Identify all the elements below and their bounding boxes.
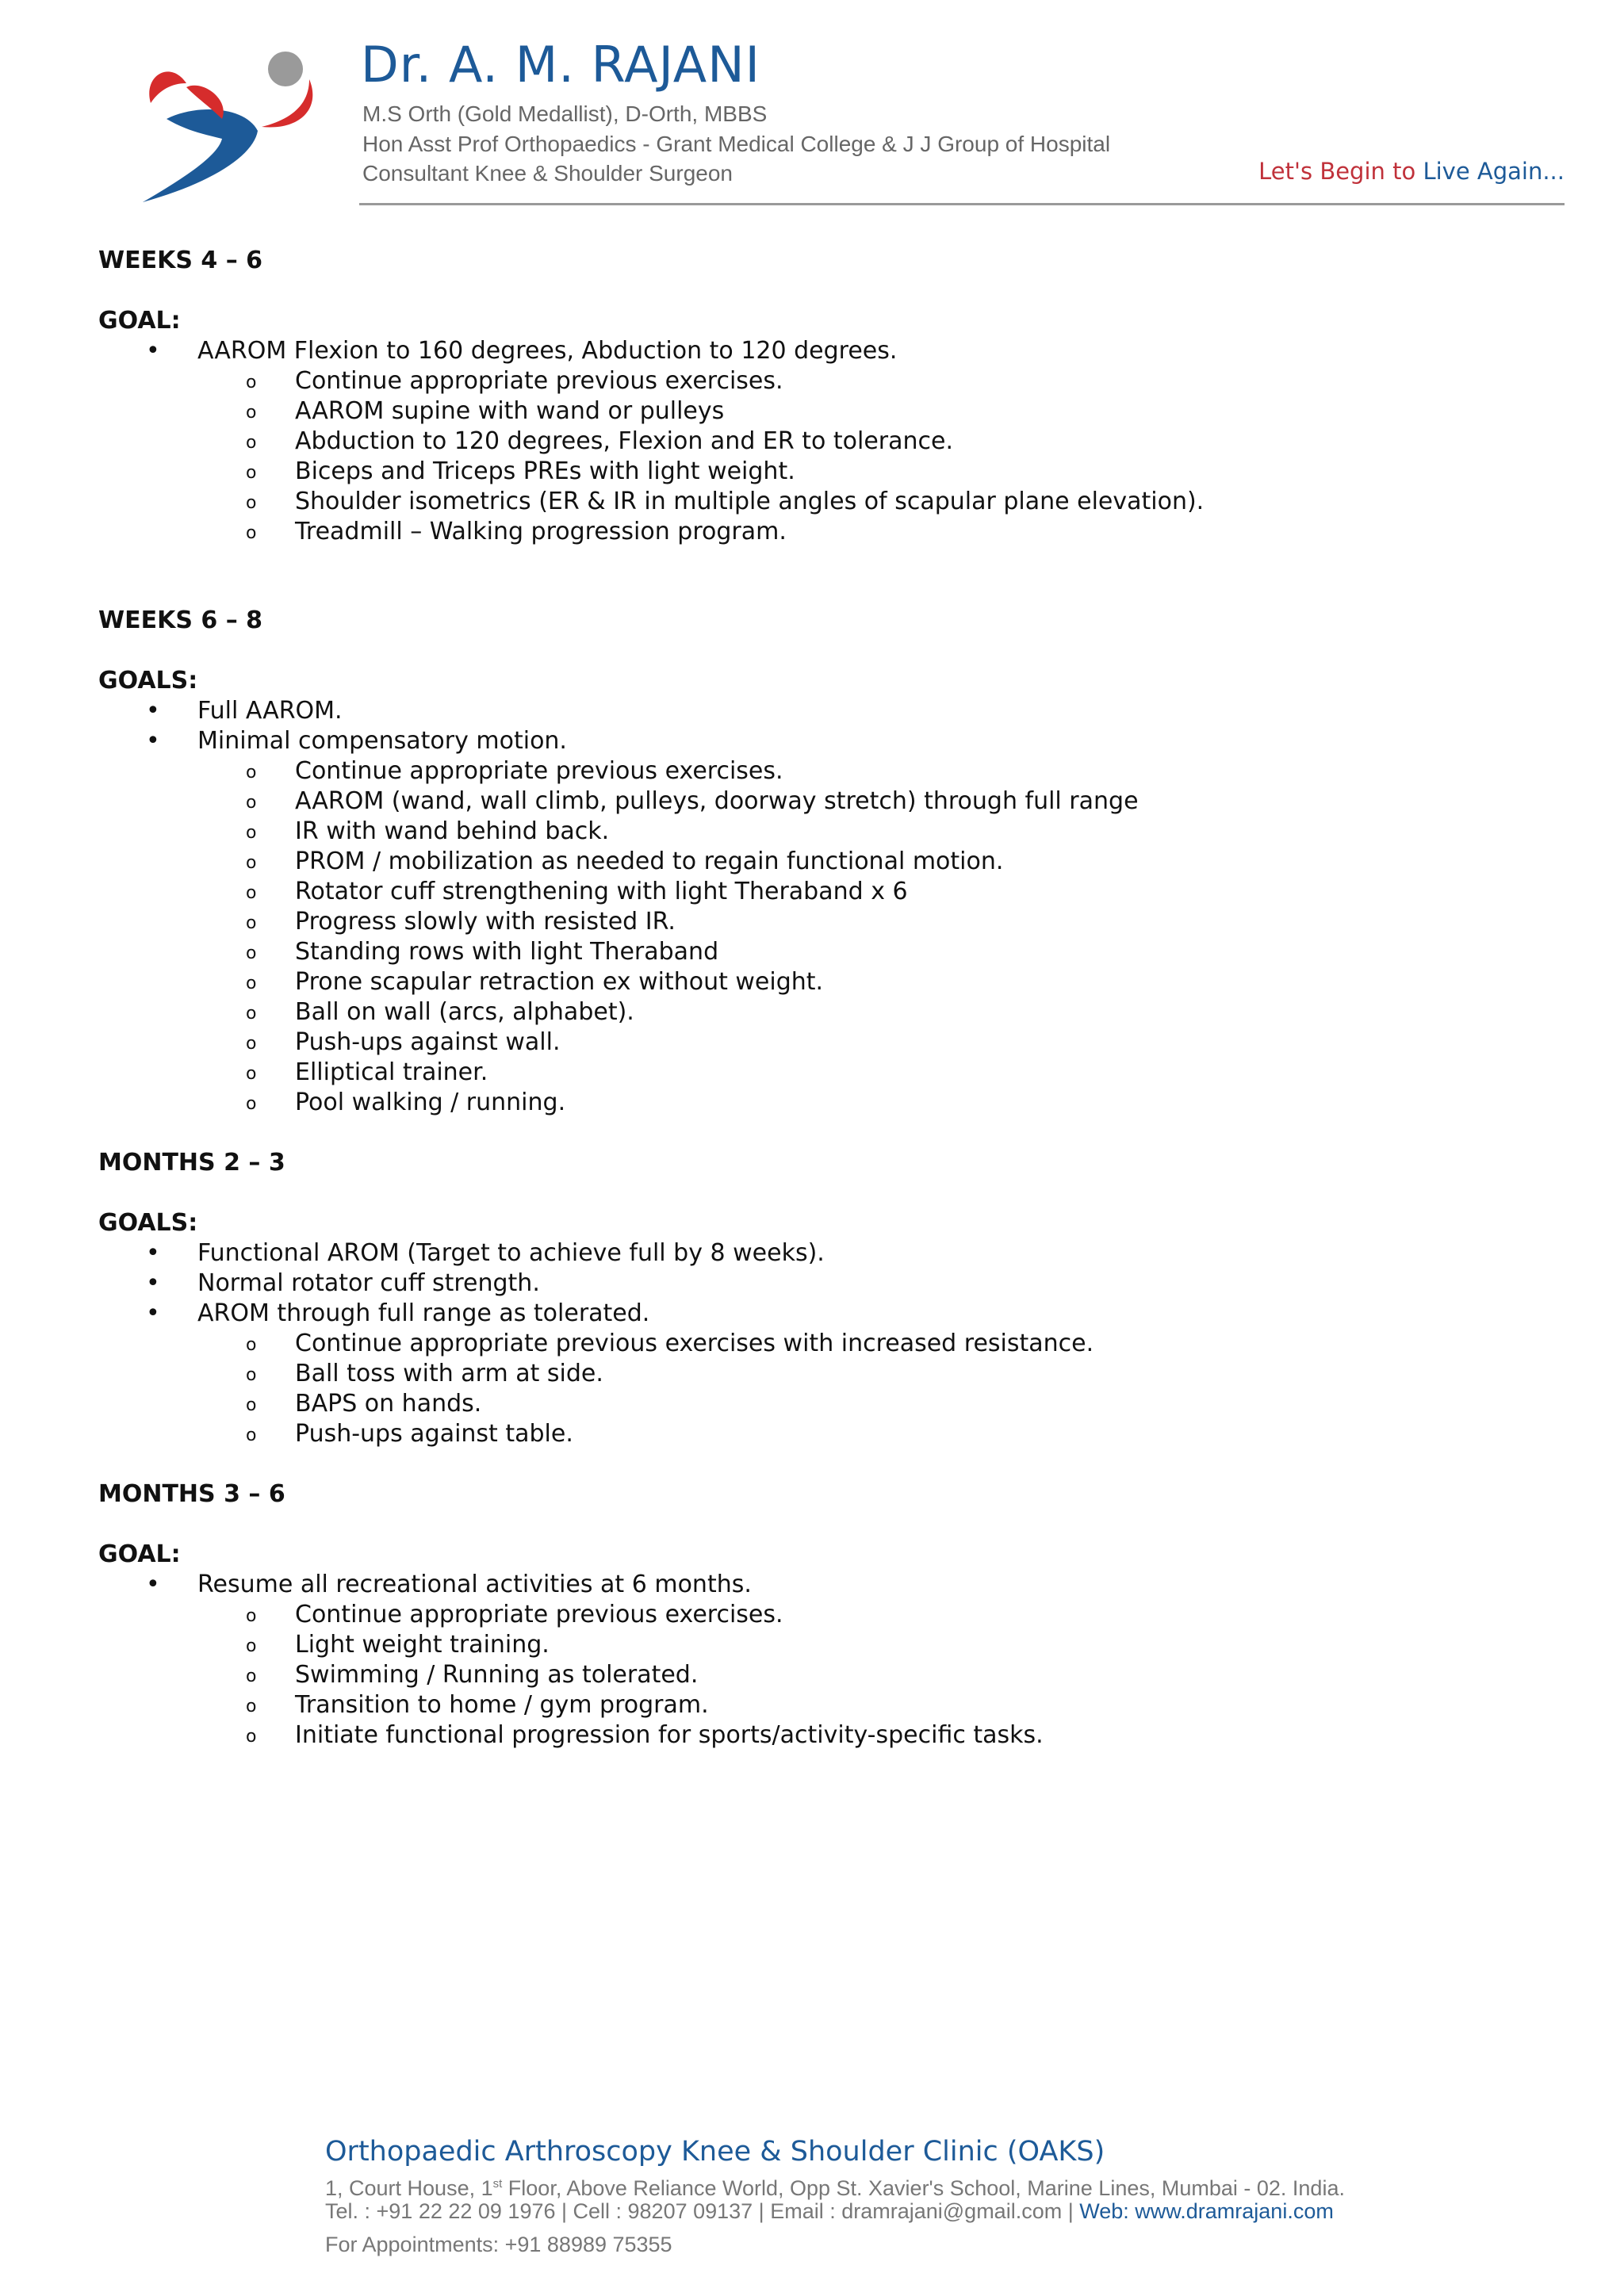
goal-list xyxy=(98,696,1526,756)
exercise-item: o Rotator cuff strengthening with light Theraband x 6 xyxy=(98,877,1526,907)
goal-label: GOALS: xyxy=(98,1209,198,1237)
header-divider xyxy=(359,203,1565,205)
website-link[interactable]: Web: www.dramrajani.com xyxy=(1079,2199,1334,2223)
clinic-address xyxy=(325,2171,1515,2198)
goal-item: • Full AAROM. xyxy=(98,696,1526,726)
exercise-item: o Transition to home / gym program. xyxy=(98,1690,1526,1720)
exercise-item: o Abduction to 120 degrees, Flexion and ER to tolerance. xyxy=(98,427,1526,457)
exercise-item: o Swimming / Running as tolerated. xyxy=(98,1660,1526,1690)
exercise-list xyxy=(98,1600,1526,1751)
doctor-name: Dr. A. M. RAJANI xyxy=(361,36,760,94)
section-title: MONTHS 3 – 6 xyxy=(98,1480,285,1508)
credential-specialty: Consultant Knee & Shoulder Surgeon xyxy=(362,161,733,186)
exercise-item: o Continue appropriate previous exercises with increased resistance. xyxy=(98,1329,1526,1359)
section-weeks-6-8 xyxy=(98,606,1526,1118)
section-title: WEEKS 4 – 6 xyxy=(98,247,263,274)
spacer xyxy=(98,1449,1526,1479)
goal-list xyxy=(98,1570,1526,1600)
exercise-item: o Ball toss with arm at side. xyxy=(98,1359,1526,1389)
section-months-3-6 xyxy=(98,1479,1526,1751)
exercise-item: o Push-ups against table. xyxy=(98,1419,1526,1449)
exercise-item: o Elliptical trainer. xyxy=(98,1058,1526,1088)
credential-position: Hon Asst Prof Orthopaedics - Grant Medical College & J J Group of Hospital xyxy=(362,132,1111,156)
exercise-item: o Ball on wall (arcs, alphabet). xyxy=(98,997,1526,1027)
appointments-line: For Appointments: +91 88989 75355 xyxy=(325,2233,672,2256)
runner-logo-icon xyxy=(143,44,349,206)
exercise-item: o Progress slowly with resisted IR. xyxy=(98,907,1526,937)
exercise-item: o AAROM (wand, wall climb, pulleys, doorway stretch) through full range xyxy=(98,786,1526,817)
exercise-item: o Treadmill – Walking progression program. xyxy=(98,517,1526,547)
goal-item: • AAROM Flexion to 160 degrees, Abduction to 120 degrees. xyxy=(98,336,1526,366)
exercise-item: o Continue appropriate previous exercises. xyxy=(98,366,1526,396)
address-part-2: Floor, Above Reliance World, Opp St. Xavier's School, Marine Lines, Mumbai - 02. India. xyxy=(502,2176,1345,2200)
protocol-body xyxy=(98,246,1526,1751)
letterhead-footer xyxy=(325,2133,1515,2257)
goal-item: • Resume all recreational activities at 6 months. xyxy=(98,1570,1526,1600)
exercise-list xyxy=(98,756,1526,1118)
goal-item: • Normal rotator cuff strength. xyxy=(98,1269,1526,1299)
clinic-name: Orthopaedic Arthroscopy Knee & Shoulder Clinic (OAKS) xyxy=(325,2136,1105,2168)
tagline-blue: Live Again... xyxy=(1423,158,1565,185)
letterhead xyxy=(0,0,1624,214)
tagline-red: Let's Begin to xyxy=(1258,158,1423,185)
exercise-list xyxy=(98,366,1526,547)
goal-list xyxy=(98,336,1526,366)
address-superscript: st xyxy=(492,2177,503,2191)
goal-item: • AROM through full range as tolerated. xyxy=(98,1299,1526,1329)
section-title: WEEKS 6 – 8 xyxy=(98,607,263,634)
contact-details: Tel. : +91 22 22 09 1976 | Cell : 98207 09137 | Email : dramrajani@gmail.com | xyxy=(325,2199,1080,2223)
exercise-item: o Pool walking / running. xyxy=(98,1088,1526,1118)
goal-label: GOAL: xyxy=(98,307,181,335)
credential-degrees: M.S Orth (Gold Medallist), D-Orth, MBBS xyxy=(362,101,768,126)
section-months-2-3 xyxy=(98,1148,1526,1449)
exercise-item: o Initiate functional progression for sports/activity-specific tasks. xyxy=(98,1720,1526,1751)
exercise-list xyxy=(98,1329,1526,1449)
exercise-item: o BAPS on hands. xyxy=(98,1389,1526,1419)
exercise-item: o Prone scapular retraction ex without weight. xyxy=(98,967,1526,997)
exercise-item: o PROM / mobilization as needed to regain functional motion. xyxy=(98,847,1526,877)
exercise-item: o Continue appropriate previous exercises. xyxy=(98,756,1526,786)
section-weeks-4-6 xyxy=(98,246,1526,547)
goal-list xyxy=(98,1238,1526,1329)
address-part-1: 1, Court House, 1 xyxy=(325,2176,493,2200)
exercise-item: o Shoulder isometrics (ER & IR in multiple angles of scapular plane elevation). xyxy=(98,487,1526,517)
exercise-item: o Standing rows with light Theraband xyxy=(98,937,1526,967)
spacer xyxy=(98,547,1526,606)
exercise-item: o AAROM supine with wand or pulleys xyxy=(98,396,1526,427)
exercise-item: o Continue appropriate previous exercises. xyxy=(98,1600,1526,1630)
goal-item: • Functional AROM (Target to achieve full by 8 weeks). xyxy=(98,1238,1526,1269)
exercise-item: o IR with wand behind back. xyxy=(98,817,1526,847)
section-title: MONTHS 2 – 3 xyxy=(98,1149,285,1177)
goal-item: • Minimal compensatory motion. xyxy=(98,726,1526,756)
tagline xyxy=(1258,158,1565,185)
goal-label: GOAL: xyxy=(98,1540,181,1568)
exercise-item: o Light weight training. xyxy=(98,1630,1526,1660)
spacer xyxy=(98,1118,1526,1148)
exercise-item: o Biceps and Triceps PREs with light weight. xyxy=(98,457,1526,487)
exercise-item: o Push-ups against wall. xyxy=(98,1027,1526,1058)
goal-label: GOALS: xyxy=(98,667,198,695)
clinic-contact xyxy=(325,2198,1515,2225)
